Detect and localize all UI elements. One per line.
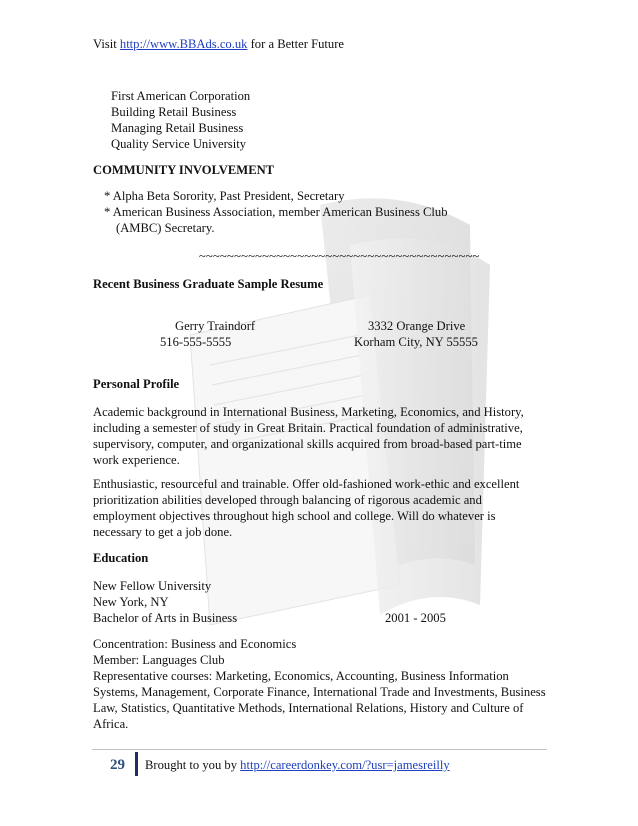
community-heading: COMMUNITY INVOLVEMENT bbox=[93, 163, 275, 177]
footer-line bbox=[145, 757, 450, 773]
contact-city: Korham City, NY 55555 bbox=[354, 335, 478, 349]
education-line: Member: Languages Club bbox=[93, 653, 225, 667]
footer-prefix: Brought to you by bbox=[145, 758, 241, 772]
footer-link[interactable]: http://careerdonkey.com/?usr=jamesreilly bbox=[240, 758, 450, 772]
profile-line: Enthusiastic, resourceful and trainable. Offer old-fashioned work-ethic and excellent bbox=[93, 477, 520, 491]
contact-street: 3332 Orange Drive bbox=[368, 319, 466, 333]
contact-name: Gerry Traindorf bbox=[175, 319, 256, 333]
education-line: Africa. bbox=[93, 717, 129, 731]
header-link[interactable]: http://www.BBAds.co.uk bbox=[119, 37, 248, 51]
profile-line: supervisory, computer, and organizational skills acquired from broad-based part-time bbox=[93, 437, 522, 451]
footer-rule bbox=[92, 749, 547, 750]
top-list-item: Quality Service University bbox=[111, 137, 247, 151]
top-list-item: Building Retail Business bbox=[111, 105, 237, 119]
education-line: Law, Statistics, Quantitative Methods, International Relations, History and Culture of bbox=[93, 701, 524, 715]
education-school: New Fellow University bbox=[93, 579, 212, 593]
education-degree: Bachelor of Arts in Business bbox=[93, 611, 238, 625]
education-line: Systems, Management, Corporate Finance, International Trade and Investments, Business bbox=[93, 685, 546, 699]
community-item: (AMBC) Secretary. bbox=[116, 221, 215, 235]
profile-line: necessary to get a job done. bbox=[93, 525, 233, 539]
profile-line: Academic background in International Business, Marketing, Economics, and History, bbox=[93, 405, 524, 419]
education-heading: Education bbox=[93, 551, 149, 565]
education-years: 2001 - 2005 bbox=[385, 611, 446, 625]
header-suffix: for a Better Future bbox=[247, 37, 344, 51]
profile-line: including a semester of study in Great Britain. Practical foundation of administrative, bbox=[93, 421, 523, 435]
community-item: * American Business Association, member American Business Club bbox=[104, 205, 448, 219]
contact-phone: 516-555-5555 bbox=[160, 335, 232, 349]
resume-title: Recent Business Graduate Sample Resume bbox=[93, 277, 324, 291]
top-list-item: Managing Retail Business bbox=[111, 121, 244, 135]
profile-line: work experience. bbox=[93, 453, 180, 467]
divider: ~~~~~~~~~~~~~~~~~~~~~~~~~~~~~~~~~~~~~~~~ bbox=[199, 249, 480, 263]
footer-divider-bar bbox=[135, 752, 138, 776]
profile-line: prioritization abilities developed through balancing of rigorous academic and bbox=[93, 493, 482, 507]
education-line: Representative courses: Marketing, Economics, Accounting, Business Information bbox=[93, 669, 509, 683]
top-list-item: First American Corporation bbox=[111, 89, 251, 103]
community-item: * Alpha Beta Sorority, Past President, Secretary bbox=[104, 189, 345, 203]
education-location: New York, NY bbox=[93, 595, 169, 609]
education-line: Concentration: Business and Economics bbox=[93, 637, 297, 651]
header-line bbox=[93, 36, 344, 52]
header-prefix: Visit bbox=[93, 37, 120, 51]
profile-heading: Personal Profile bbox=[93, 377, 180, 391]
page-number: 29 bbox=[110, 757, 125, 773]
profile-line: employment objectives throughout high school and college. Will do whatever is bbox=[93, 509, 496, 523]
